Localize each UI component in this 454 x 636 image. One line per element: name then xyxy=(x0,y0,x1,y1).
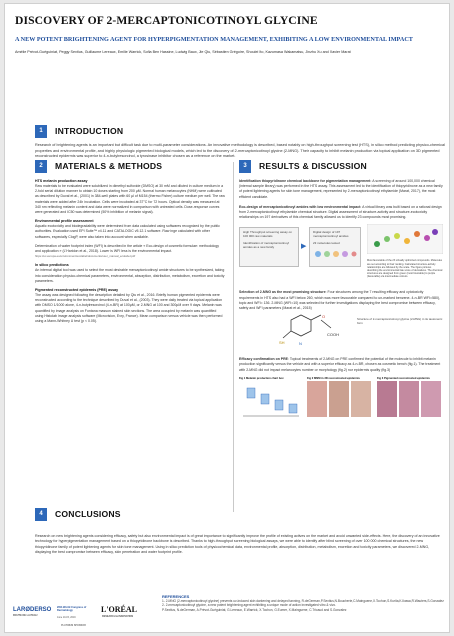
results-heading: Efficacy confirmation on PRE xyxy=(239,357,289,362)
melanin-boxplot-icon xyxy=(239,380,301,420)
loreal-logo: L'ORÉAL xyxy=(101,605,138,614)
results-paragraph: Selection of 2-MNG as the most promising structure: Four structures among the 7 resulting efficacy and cytotoxicity requirements in HTS also had a WFI below 260, which was more favourable compared to un-marked benzene- 4-n-BR WFI=580), topic and WFI= 136. 2-MNG (WFI=10) was selected for further investigations displaying the best compromise between efficacy, safety and WFI parameters (Marat et al., 2015) xyxy=(239,290,441,311)
ranking-heatmap-icon xyxy=(367,224,443,254)
epidermis-image xyxy=(399,381,419,417)
section-introduction xyxy=(35,124,445,160)
section-conclusions xyxy=(35,507,445,521)
congress-logo: 26th World Congress of Dermatology xyxy=(57,606,87,613)
arrow-right-icon: ▶ xyxy=(301,243,307,251)
micrograph-image xyxy=(351,381,371,417)
references xyxy=(162,594,444,612)
svg-text:SH: SH xyxy=(279,340,285,346)
section-results xyxy=(239,159,444,437)
results-heading: Identification thiopyridinone chemical backbone for pigmentation management xyxy=(239,179,371,183)
epidermis-image xyxy=(377,381,397,417)
fig3: Fig 3 Pigmented reconstructed epidermis xyxy=(377,377,443,417)
section-number: 2 xyxy=(35,160,47,173)
section-title: INTRODUCTION xyxy=(55,126,124,136)
results-paragraph: Identification thiopyridinone chemical backbone for pigmentation management: A screening of around 100,000 chemical (internal sample library) was performed in the HTS assay. This assessment led to the identification of thiopyridinone as a new family of potent lightening agents for skin tone management, represented by 2-mercaptonicotinoyl ethylamide (Marat, 2017), the most efficient candidate. xyxy=(239,179,443,199)
methods-link: https://ec.europa.eu/environment/ecolabel/documents/user_manual_ecolabel.pdf xyxy=(35,254,136,259)
conclusions-body: Research on new brightening agents considering efficacy, safety but also environmental impact is of great importance to significantly improve the profile of existing actives on the market and avoid unwanted side-effects. Here, the discovery of an innovative technology for hyperpigmentation management based on a thiopyridinone backbone is described. Thanks to high-throughput screening biological assays, we were able to identify after blind screening of over 100 000 chemical structures, the new thiopyridinone family of potent lightening agents for skin tone management. Using in silico prediction tools of physicochemical data, environmental profile, absorption, distribution, metabolism, excretion and toxicity parameters, we discovered 2-MNG, displaying the best compromise between efficacy, skin penetration and water footprint profile. xyxy=(35,534,440,555)
svg-text:COOH: COOH xyxy=(327,332,339,338)
intro-body: Research of brightening agents is an important but difficult task due to multi-parameter considerations. An innovative methodology is described, based notably on high-throughput screening test (HTS), in silico method predicting physico-chemical properties and environmental profile, and highly physiologic pigmented biological models, which led to the discovery of 2-mercaptonicotinoyl glycine (2-MNG). Their capacity to inhibit melanin production via topical application on 3D pigmented reconstructed epidermis was superior to 4-n-butylresorcinol, a tyrosinase inhibitor chosen as a reference on the market. xyxy=(35,143,446,159)
methods-heading: Pigmented reconstructed epidermis (PRE) assay xyxy=(35,288,119,293)
section-title: MATERIALS & METHODS xyxy=(55,161,163,171)
methods-heading: HTS melanin production assay xyxy=(35,179,88,183)
laroche-logo: LARØDERSO xyxy=(13,607,52,613)
ranking-plot xyxy=(367,224,443,284)
epidermis-image xyxy=(421,381,441,417)
hts-box: High Throughput screening assay on 100 000 raw materials Identification of mercaptonicotinoyl amides as a new family xyxy=(239,227,299,267)
methods-paragraph: Aquatic ecotoxicity and biodegradability were determined from data calculated using softwares recognized by the public authorities. Evaluation used EPI Suite™ v4.11 and CATALOGIC v5.12.1 software. Raw inge calculated with other softwares, especially ClogP, were also taken into account when available. xyxy=(35,224,220,239)
sponsor-logos xyxy=(13,602,153,630)
micrograph-grid xyxy=(307,381,373,417)
methods-paragraph: An internal digital tool was used to select the most desirable mercaptonicotinoyl amide structures to be synthesized, taking into consideration physico-chemical parameters, environmental, absorption, distribution, metabolism, excretion and toxicity parameters. xyxy=(35,268,225,283)
epidermis-grid xyxy=(377,381,443,417)
section-number: 1 xyxy=(35,125,47,138)
molecule-structure-icon xyxy=(279,314,339,352)
molecule-grid-icon xyxy=(313,248,357,260)
results-heading: Selection of 2-MNG as the most promising structure xyxy=(239,290,326,295)
digital-design-box: Digital design of 197 mercaptonicotinoyl amides 23 molecules tested xyxy=(309,227,361,267)
results-paragraph: Efficacy confirmation on PRE: Topical treatments of 2-MNG on PRE confirmed the potential of the molecule to inhibit melanin production significantly versus the vehicle and with a superior efficacy as 4-n-BR, chosen as cosmetic bench (fig.1). The treatment with 2-MNG did not impact melanocytes number or morphology (fig.2) nor epidermis quality (fig.3) xyxy=(239,357,441,372)
poster-title: DISCOVERY OF 2-MERCAPTONICOTINOYL GLYCINE xyxy=(15,14,318,27)
column-divider xyxy=(233,162,234,512)
reference-item: 2- 2-mercaptonicotinoyl glycine, a new potent brightening agent exhibiting a unique mode of action investigated vitro & vivo. xyxy=(162,603,337,608)
section-title: RESULTS & DISCUSSION xyxy=(259,161,367,171)
ranking-caption: Most favourable of the 23 virtually optimized compounds. Molecules are set according to their ranking. Calculated structure-activity relationships are followed by the scale. The figure pictures describing the environmental fate score of derivatives. The chemical structures are designed from green (most favorable) to purple (favourable) via intermediate colours. xyxy=(367,259,443,278)
micrograph-image xyxy=(329,381,349,417)
results-heading: Eco-design of mercaptonicotinoyl amides with low environmental impact xyxy=(239,204,361,209)
fig2: Fig 2 MNM in 3D reconstructed epidermis xyxy=(307,377,373,417)
loreal-tagline: RESEARCH & INNOVATION xyxy=(102,615,134,618)
efficacy-figures xyxy=(239,377,444,437)
poster-header xyxy=(15,14,443,55)
laroche-tagline: ROUTE DE LA PEAU xyxy=(13,614,38,617)
micrograph-image xyxy=(307,381,327,417)
references-heading: REFERENCES xyxy=(162,594,190,599)
methods-paragraph: The assay was designed following the description detailed by Qiu et al., 2016. Briefly human pigmented epidermis were reconstructed according to the technique described by Duval et al., (2003). They were daily treated via topical application with DMSO 1/1000 alone, 4-n-butylresorcinol (4-n-BR) at 100µM, or 2-MNG at 100 and 300µM over 9 days. Melanin was quantified by image analysis on Fontana masson stained skin sections. The area occupied by melanin was quantified using Histolab image analysis software (Microvision, Evry, France). Mean comparison versus vehicle was then performed using a Mann-Whitney U test (p < 0.05). xyxy=(35,293,223,324)
poster xyxy=(4,3,450,633)
workflow-figure xyxy=(239,224,444,286)
section-methods xyxy=(35,159,225,324)
results-paragraph: Eco-design of mercaptonicotinoyl amides with low environmental impact: A virtual library was built based on a rational design from 2-mercaptonicotinoyl ethylamide chemical structure. Digital assessment of structure-activity and structure-ecotoxicity relationships on 197 derivatives of this chemical family allowed us to identify 23 compounds most promising. xyxy=(239,204,442,220)
reference-item: P.Sextius, N.deGerman, A.Prévot-Guéguiniat, G.Lereaux, E.Warrick, X.Tochon, G.Eumer, X.Mainguene, C.Tricaud and S.Gonzalez xyxy=(162,607,347,612)
svg-text:O: O xyxy=(322,314,326,320)
fig1: Fig 1 Melanin production chart box xyxy=(239,377,301,425)
section-number: 4 xyxy=(35,508,47,521)
svg-text:N: N xyxy=(299,341,302,347)
methods-heading: Environmental profile assessment xyxy=(35,219,94,224)
structure-figure xyxy=(239,314,444,354)
structure-caption: Structure of 2-mercaptonicotinoyl glycine (2-MNG) in its tautomeric form xyxy=(357,317,443,326)
platinum-label: PLATINUM SPONSOR xyxy=(61,624,86,627)
methods-heading: In silico predictions xyxy=(35,263,69,268)
reference-item: 1- 2-MNG (2-mercaptonicotinoyl glycine) prevents uv-induced skin darkening and delayed tanning, R.deGerman,P.Sextius,N.Boucherie,C.Mainguene,X.Tochon,S.Kurita,K.Ikawa,R.Wauters,S.Gonzalez xyxy=(162,599,444,603)
author-list: Amélie Prévot-Guéguiniat, Peggy Sextius, Guillaume Lereaux, Emilie Warrick, Sofia Ben Hassine, Ludwig Baux, Jie Qiu, Sébastien Grégoire, Shoulei Ito, Kazumasa Wakamatsu, Jinzhu Xu and Xavier Marat xyxy=(15,50,351,55)
methods-paragraph: Determination of water footprint index (WFI) is described in the article « Eco-design of cosmetic formulae: methodology and application » (L'Haridon et al., 2018). Lower is WFI less is the environmental impact. xyxy=(35,243,220,254)
poster-subtitle: A NEW POTENT BRIGHTENING AGENT FOR HYPERPIGMENTATION MANAGEMENT, EXHIBITING A LOW ENVIRONMENTAL IMPACT xyxy=(15,36,413,43)
section-title: CONCLUSIONS xyxy=(55,509,121,519)
congress-date: June 10-15, 2019 xyxy=(57,616,76,619)
methods-paragraph: Raw materials to be evaluated were solubilized in dimethyl sulfoxide (DMSO) at 30 mM and diluted in culture medium in a 2-fold serial dilution manner to obtain 10 doses starting from 200 µM. Normal human melanocytes (NHM) were cultivated as described by Duval et al., (2001) in 384-well plates with 60 µl of M154 (thermo Fisher) culture medium per well. The raw materials were added after 24h incubation. Cells were incubated at 37°C for 72 hours. Optical density was measured at 340 nm reflecting melanin content and data were normalized in comparison with untreated cells. Dose-response curves were generated and IC50 was determined (50% inhibition of melanin signal). xyxy=(35,184,225,215)
section-number: 3 xyxy=(239,160,251,173)
